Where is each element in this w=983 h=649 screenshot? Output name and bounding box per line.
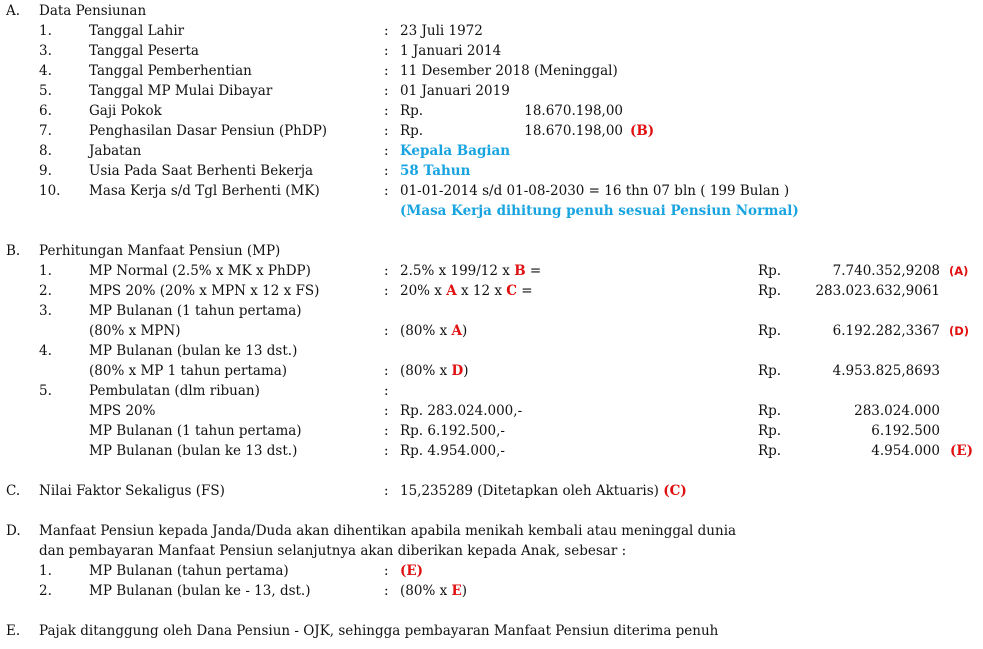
field-label: Tanggal Lahir: [89, 23, 185, 39]
formula-text: ): [463, 363, 469, 379]
colon: :: [384, 563, 389, 579]
colon: :: [384, 423, 389, 439]
field-label: MP Bulanan (bulan ke - 13, dst.): [89, 583, 311, 599]
section-a-letter: A.: [6, 3, 21, 19]
formula-variable: B: [514, 263, 526, 279]
item-number: 1.: [39, 563, 52, 579]
field-value: Rp. 6.192.500,-: [400, 423, 505, 439]
formula: [400, 361, 468, 381]
reference-tag: (B): [630, 123, 655, 139]
formula-text: ): [461, 583, 468, 599]
formula-variable: D: [451, 363, 464, 379]
field-value: 11 Desember 2018 (Meninggal): [400, 63, 618, 79]
reference-tag: (E): [950, 443, 974, 459]
formula: [400, 281, 533, 301]
currency-label: Rp.: [758, 403, 782, 419]
field-label-detail: (80% x MP 1 tahun pertama): [89, 363, 288, 379]
field-label: MP Normal (2.5% x MK x PhDP): [89, 263, 311, 279]
item-number: 2.: [39, 583, 52, 599]
formula-text: ): [461, 323, 468, 339]
section-b-title: Perhitungan Manfaat Pensiun (MP): [39, 243, 281, 259]
formula-text: 20% x: [400, 283, 447, 299]
colon: :: [384, 283, 389, 299]
colon: :: [384, 403, 389, 419]
section-e-letter: E.: [6, 623, 21, 639]
field-label: MP Bulanan (bulan ke 13 dst.): [89, 443, 298, 459]
colon: :: [384, 143, 389, 159]
currency-label: Rp.: [758, 283, 782, 299]
item-number: 6.: [39, 103, 52, 119]
amount-value: 4.953.825,8693: [832, 363, 940, 379]
item-number: 1.: [39, 23, 52, 39]
item-number: 4.: [39, 63, 52, 79]
formula-text: (80% x: [400, 323, 452, 339]
formula-text: (80% x: [400, 583, 452, 599]
item-number: 4.: [39, 343, 52, 359]
field-label: Jabatan: [89, 143, 142, 159]
formula-text: (80% x: [400, 363, 452, 379]
colon: :: [384, 163, 389, 179]
currency-label: Rp.: [758, 363, 782, 379]
currency-label: Rp.: [400, 123, 424, 139]
amount-value: 7.740.352,9208: [832, 263, 940, 279]
colon: :: [384, 23, 389, 39]
section-c-title: Nilai Faktor Sekaligus (FS): [39, 483, 225, 499]
colon: :: [384, 383, 389, 399]
field-label: MP Bulanan (tahun pertama): [89, 563, 289, 579]
formula-variable: E: [451, 583, 462, 599]
field-label: Masa Kerja s/d Tgl Berhenti (MK): [89, 183, 320, 199]
position-value: Kepala Bagian: [400, 143, 511, 159]
field-label: MP Bulanan (1 tahun pertama): [89, 423, 302, 439]
item-number: 7.: [39, 123, 52, 139]
formula: [400, 261, 541, 281]
formula-text: =: [517, 283, 533, 299]
item-number: 5.: [39, 83, 52, 99]
reference-tag: (D): [949, 324, 970, 338]
field-label: Tanggal Pemberhentian: [89, 63, 252, 79]
field-value: Rp. 283.024.000,-: [400, 403, 523, 419]
field-label: Pembulatan (dlm ribuan): [89, 383, 260, 399]
amount-value: 6.192.500: [871, 423, 940, 439]
amount-value: 4.954.000: [871, 443, 940, 459]
formula-variable: A: [451, 323, 462, 339]
amount-value: 18.670.198,00: [524, 103, 623, 119]
colon: :: [384, 63, 389, 79]
item-number: 1.: [39, 263, 52, 279]
field-label: MP Bulanan (bulan ke 13 dst.): [89, 343, 298, 359]
item-number: 5.: [39, 383, 52, 399]
amount-value: 18.670.198,00: [524, 123, 623, 139]
currency-label: Rp.: [758, 323, 782, 339]
item-number: 3.: [39, 303, 52, 319]
colon: :: [384, 323, 389, 339]
colon: :: [384, 363, 389, 379]
section-d-text-line1: Manfaat Pensiun kepada Janda/Duda akan dihentikan apabila menikah kembali atau meninggal dunia: [39, 523, 737, 539]
item-number: 8.: [39, 143, 52, 159]
field-label: Tanggal Peserta: [89, 43, 199, 59]
amount-value: 283.023.632,9061: [815, 283, 940, 299]
colon: :: [384, 263, 389, 279]
lump-sum-factor-value: [400, 481, 687, 501]
colon: :: [384, 483, 389, 499]
formula-text: =: [525, 263, 542, 279]
field-value: 01-01-2014 s/d 01-08-2030 = 16 thn 07 bln ( 199 Bulan ): [400, 183, 790, 199]
section-b-letter: B.: [6, 243, 21, 259]
reference-tag: (C): [663, 483, 687, 499]
field-label: Usia Pada Saat Berhenti Bekerja: [89, 163, 314, 179]
field-value: 15,235289 (Ditetapkan oleh Aktuaris): [400, 483, 659, 499]
item-number: 2.: [39, 283, 52, 299]
formula-text: x 12 x: [456, 283, 507, 299]
formula-variable: A: [446, 283, 457, 299]
colon: :: [384, 43, 389, 59]
field-label: Gaji Pokok: [89, 103, 162, 119]
section-d-text-line2: dan pembayaran Manfaat Pensiun selanjutnya akan diberikan kepada Anak, sebesar :: [39, 543, 627, 559]
colon: :: [384, 123, 389, 139]
colon: :: [384, 583, 389, 599]
reference-tag: (E): [400, 563, 424, 579]
field-value: 01 Januari 2019: [400, 83, 510, 99]
item-number: 9.: [39, 163, 52, 179]
item-number: 10.: [39, 183, 61, 199]
formula-variable: C: [506, 283, 518, 299]
amount-value: 6.192.282,3367: [832, 323, 940, 339]
age-value: 58 Tahun: [400, 163, 471, 179]
formula: [400, 581, 467, 601]
colon: :: [384, 443, 389, 459]
section-d-letter: D.: [6, 523, 21, 539]
service-period-note: (Masa Kerja dihitung penuh sesuai Pensiun Normal): [400, 203, 799, 219]
field-label: MP Bulanan (1 tahun pertama): [89, 303, 302, 319]
field-label-detail: (80% x MPN): [89, 323, 181, 339]
field-label: Tanggal MP Mulai Dibayar: [89, 83, 273, 99]
section-e-text: Pajak ditanggung oleh Dana Pensiun - OJK, sehingga pembayaran Manfaat Pensiun diterima penuh: [39, 623, 719, 639]
formula: [400, 321, 467, 341]
formula-text: 2.5% x 199/12 x: [400, 263, 515, 279]
field-value: 23 Juli 1972: [400, 23, 483, 39]
reference-tag: (A): [949, 264, 969, 278]
amount-value: 283.024.000: [854, 403, 940, 419]
section-c-letter: C.: [6, 483, 21, 499]
currency-label: Rp.: [400, 103, 424, 119]
item-number: 3.: [39, 43, 52, 59]
colon: :: [384, 183, 389, 199]
field-value: Rp. 4.954.000,-: [400, 443, 505, 459]
section-a-title: Data Pensiunan: [39, 3, 147, 19]
field-value: 1 Januari 2014: [400, 43, 502, 59]
currency-label: Rp.: [758, 263, 782, 279]
colon: :: [384, 103, 389, 119]
currency-label: Rp.: [758, 443, 782, 459]
field-label: MPS 20%: [89, 403, 156, 419]
currency-label: Rp.: [758, 423, 782, 439]
field-label: Penghasilan Dasar Pensiun (PhDP): [89, 123, 328, 139]
field-label: MPS 20% (20% x MPN x 12 x FS): [89, 283, 320, 299]
colon: :: [384, 83, 389, 99]
